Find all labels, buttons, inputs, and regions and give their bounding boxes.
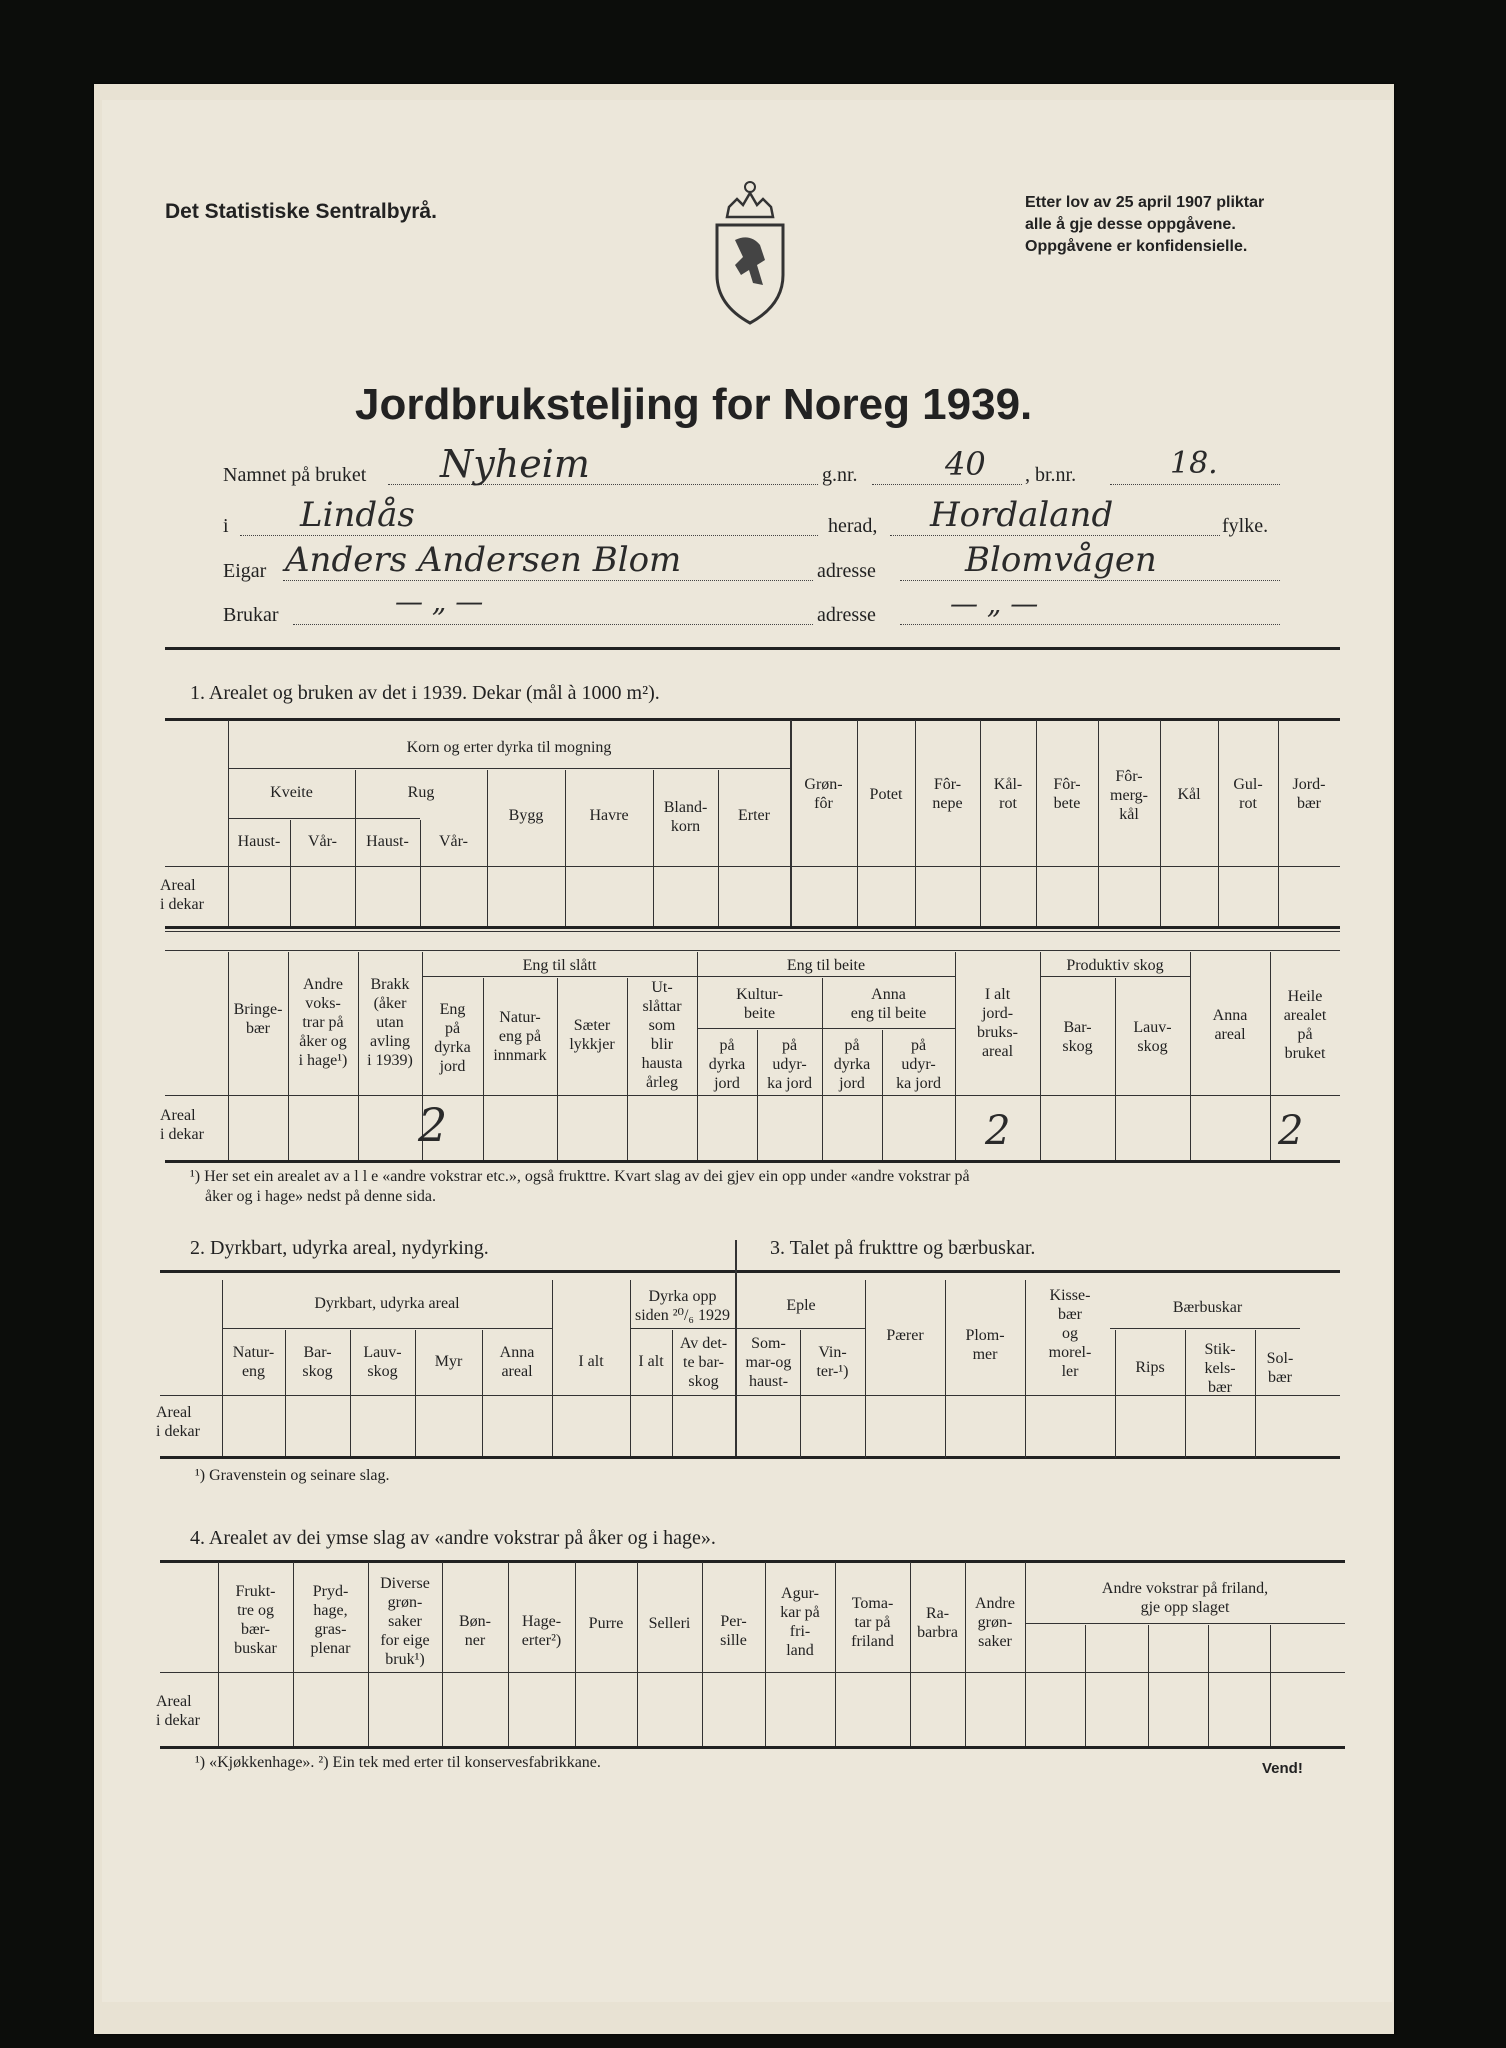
header-andre-vokstrar: Andre voks- trar på åker og i hage¹): [298, 976, 348, 1069]
legal-line: Etter lov av 25 april 1907 pliktar: [1025, 194, 1265, 211]
header-solbaer: Sol- bær: [1266, 1350, 1294, 1386]
header-formergkaal: Fôr- merg- kål: [1110, 768, 1148, 823]
header-kultur-udyrka: på udyr- ka jord: [767, 1037, 812, 1092]
norwegian-lion-shield-icon: [705, 165, 795, 325]
row-label-areal: Areal i dekar: [160, 877, 204, 913]
header-kissebaer: Kisse- bær og morel- ler: [1048, 1287, 1092, 1380]
header-kveite: Kveite: [270, 784, 313, 801]
header-gulrot: Gul- rot: [1233, 776, 1263, 812]
header-andre-gronsaker: Andre grøn- saker: [975, 1595, 1015, 1650]
header-kaal: Kål: [1177, 786, 1201, 803]
header-potet: Potet: [869, 786, 903, 803]
value-eigar: Anders Andersen Blom: [285, 540, 682, 580]
label-brnr: , br.nr.: [1025, 464, 1077, 486]
header-produktiv-skog: Produktiv skog: [1066, 957, 1164, 974]
header-persille: Per- sille: [720, 1613, 747, 1649]
header-utslattar: Ut- slåttar som blir hausta årleg: [641, 979, 683, 1091]
header-dyrkbart-ialt: I alt: [578, 1353, 604, 1370]
row-label-areal: Areal i dekar: [156, 1404, 200, 1440]
value-fylke: Hordaland: [930, 495, 1114, 535]
header-bygg: Bygg: [508, 807, 544, 824]
label-namnet: Namnet på bruket: [223, 464, 367, 486]
header-anna-areal: Anna areal: [1212, 1007, 1248, 1043]
header-anna-udyrka: på udyr- ka jord: [896, 1037, 941, 1092]
header-eng-til-slaatt: Eng til slått: [522, 957, 597, 974]
header-diverse-gronsaker: Diverse grøn- saker for eige bruk¹): [380, 1575, 430, 1668]
header-eple: Eple: [786, 1297, 816, 1314]
label-herad: herad,: [828, 515, 878, 537]
header-rug: Rug: [407, 784, 435, 801]
section-1-title: 1. Arealet og bruken av det i 1939. Dekar (mål à 1000 m²).: [190, 682, 660, 704]
header-anna-eng: Anna eng til beite: [850, 986, 927, 1022]
label-gnr: g.nr.: [822, 464, 858, 486]
header-frukttre: Frukt- tre og bær- buskar: [234, 1583, 277, 1657]
header-purre: Purre: [588, 1615, 624, 1632]
form-title: Jordbruksteljing for Noreg 1939.: [355, 380, 1033, 429]
header-forbete: Fôr- bete: [1053, 776, 1081, 812]
header-plommer: Plom- mer: [965, 1327, 1005, 1363]
header-saeter: Sæter lykkjer: [569, 1017, 615, 1053]
value-brakk: 2: [418, 1098, 448, 1152]
header-kaalrot: Kål- rot: [993, 776, 1023, 812]
footnote-4: ¹) «Kjøkkenhage». ²) Ein tek med erter til konservesfabrikkane.: [195, 1754, 601, 1771]
header-eple-vinter: Vin- ter-¹): [816, 1344, 849, 1380]
bureau-name: Det Statistiske Sentralbyrå.: [165, 200, 437, 223]
header-bringebaer: Bringe- bær: [233, 1001, 283, 1037]
header-rabarbra: Ra- barbra: [917, 1605, 958, 1641]
header-kulturbeite: Kultur- beite: [736, 986, 783, 1022]
header-dyrka-opp-barskog: Av det- te bar- skog: [679, 1335, 728, 1390]
value-brukar: — „ —: [395, 585, 484, 618]
label-eigar: Eigar: [223, 560, 267, 582]
row-label-areal: Areal i dekar: [160, 1107, 204, 1143]
row-label-areal: Areal i dekar: [156, 1693, 200, 1729]
header-rug-vaar: Vår-: [439, 833, 468, 850]
value-herad: Lindås: [300, 495, 415, 535]
header-heile-arealet: Heile arealet på bruket: [1283, 988, 1327, 1062]
header-dyrka-opp-ialt: I alt: [638, 1353, 664, 1370]
header-bonner: Bøn- ner: [459, 1613, 491, 1649]
header-dyrkbart-natureng: Natur- eng: [232, 1344, 275, 1380]
section-2-title: 2. Dyrkbart, udyrka areal, nydyrking.: [190, 1237, 489, 1259]
footnote-1: ¹) Her set ein arealet av a l l e «andre vokstrar etc.», også frukttre. Kvart slag av dei gjev ein opp under «andre vokstrar på: [190, 1168, 970, 1185]
header-dyrkbart: Dyrkbart, udyrka areal: [314, 1295, 460, 1312]
header-dyrkbart-anna: Anna areal: [499, 1344, 535, 1380]
coat-of-arms: [705, 165, 795, 330]
header-tomatar: Toma- tar på friland: [851, 1595, 894, 1650]
header-anna-dyrka: på dyrka jord: [833, 1037, 871, 1092]
header-andre-vokstrar-friland: Andre vokstrar på friland, gje opp slaget: [1101, 1580, 1269, 1616]
turn-page-label: Vend!: [1262, 1760, 1303, 1777]
header-dyrkbart-lauvskog: Lauv- skog: [363, 1344, 402, 1380]
header-kveite-vaar: Vår-: [308, 833, 337, 850]
section-4-title: 4. Arealet av dei ymse slag av «andre vokstrar på åker og i hage».: [190, 1527, 716, 1549]
header-lauvskog: Lauv- skog: [1133, 1019, 1172, 1055]
header-dyrka-opp: Dyrka opp siden ²⁰/₆ 1929: [634, 1288, 730, 1324]
header-eng-til-beite: Eng til beite: [786, 957, 866, 974]
value-brnr: 18.: [1170, 446, 1218, 481]
header-eng-dyrka: Eng på dyrka jord: [434, 1001, 471, 1075]
section-3-title: 3. Talet på frukttre og bærbuskar.: [770, 1237, 1036, 1259]
value-adresse-brukar: — „ —: [950, 587, 1039, 620]
header-dyrkbart-myr: Myr: [434, 1353, 463, 1370]
header-kultur-dyrka: på dyrka jord: [708, 1037, 746, 1092]
header-agurkar: Agur- kar på fri- land: [780, 1585, 820, 1659]
header-dyrkbart-barskog: Bar- skog: [302, 1344, 333, 1380]
header-baerbuskar: Bærbuskar: [1172, 1299, 1243, 1316]
footnote-1-cont: åker og i hage» nedst på denne sida.: [205, 1188, 437, 1205]
header-natureng: Natur- eng på innmark: [493, 1009, 547, 1064]
header-i-alt-jordbruksareal: I alt jord- bruks- areal: [977, 986, 1018, 1060]
header-paerer: Pærer: [886, 1327, 924, 1344]
header-barskog: Bar- skog: [1062, 1019, 1093, 1055]
label-i: i: [223, 515, 229, 537]
value-i-alt-jordbruksareal: 2: [985, 1108, 1011, 1154]
header-gronfor: Grøn- fôr: [804, 776, 843, 812]
header-rips: Rips: [1135, 1359, 1165, 1376]
value-gnr: 40: [945, 445, 986, 483]
header-stikkelsbaer: Stik- kels- bær: [1204, 1341, 1236, 1396]
label-adresse-brukar: adresse: [817, 604, 876, 626]
header-eple-sommar: Som- mar-og haust-: [745, 1335, 792, 1390]
header-havre: Havre: [589, 807, 629, 824]
header-rug-haust: Haust-: [366, 833, 409, 850]
header-jordbaer: Jord- bær: [1292, 776, 1326, 812]
value-heile-arealet: 2: [1278, 1108, 1304, 1154]
label-brukar: Brukar: [223, 604, 279, 626]
header-prydhage: Pryd- hage, gras- plenar: [310, 1583, 351, 1657]
value-adresse-eigar: Blomvågen: [965, 540, 1157, 580]
header-erter: Erter: [738, 807, 770, 824]
header-fornepe: Fôr- nepe: [932, 776, 963, 812]
legal-line: alle å gje desse oppgåvene.: [1025, 216, 1236, 233]
footnote-2: ¹) Gravenstein og seinare slag.: [195, 1467, 390, 1484]
legal-notice: [1025, 192, 1264, 258]
header-korn-og-erter: Korn og erter dyrka til mogning: [406, 739, 612, 756]
header-brakk: Brakk (åker utan avling i 1939): [367, 976, 413, 1069]
header-blandkorn: Bland- korn: [663, 799, 708, 835]
value-namnet: Nyheim: [440, 442, 590, 486]
label-adresse-eigar: adresse: [817, 560, 876, 582]
header-selleri: Selleri: [648, 1615, 691, 1632]
header-hageerter: Hage- erter²): [521, 1613, 562, 1649]
legal-line: Oppgåvene er konfidensielle.: [1025, 238, 1248, 255]
header-kveite-haust: Haust-: [237, 833, 281, 850]
label-fylke: fylke.: [1222, 515, 1269, 537]
